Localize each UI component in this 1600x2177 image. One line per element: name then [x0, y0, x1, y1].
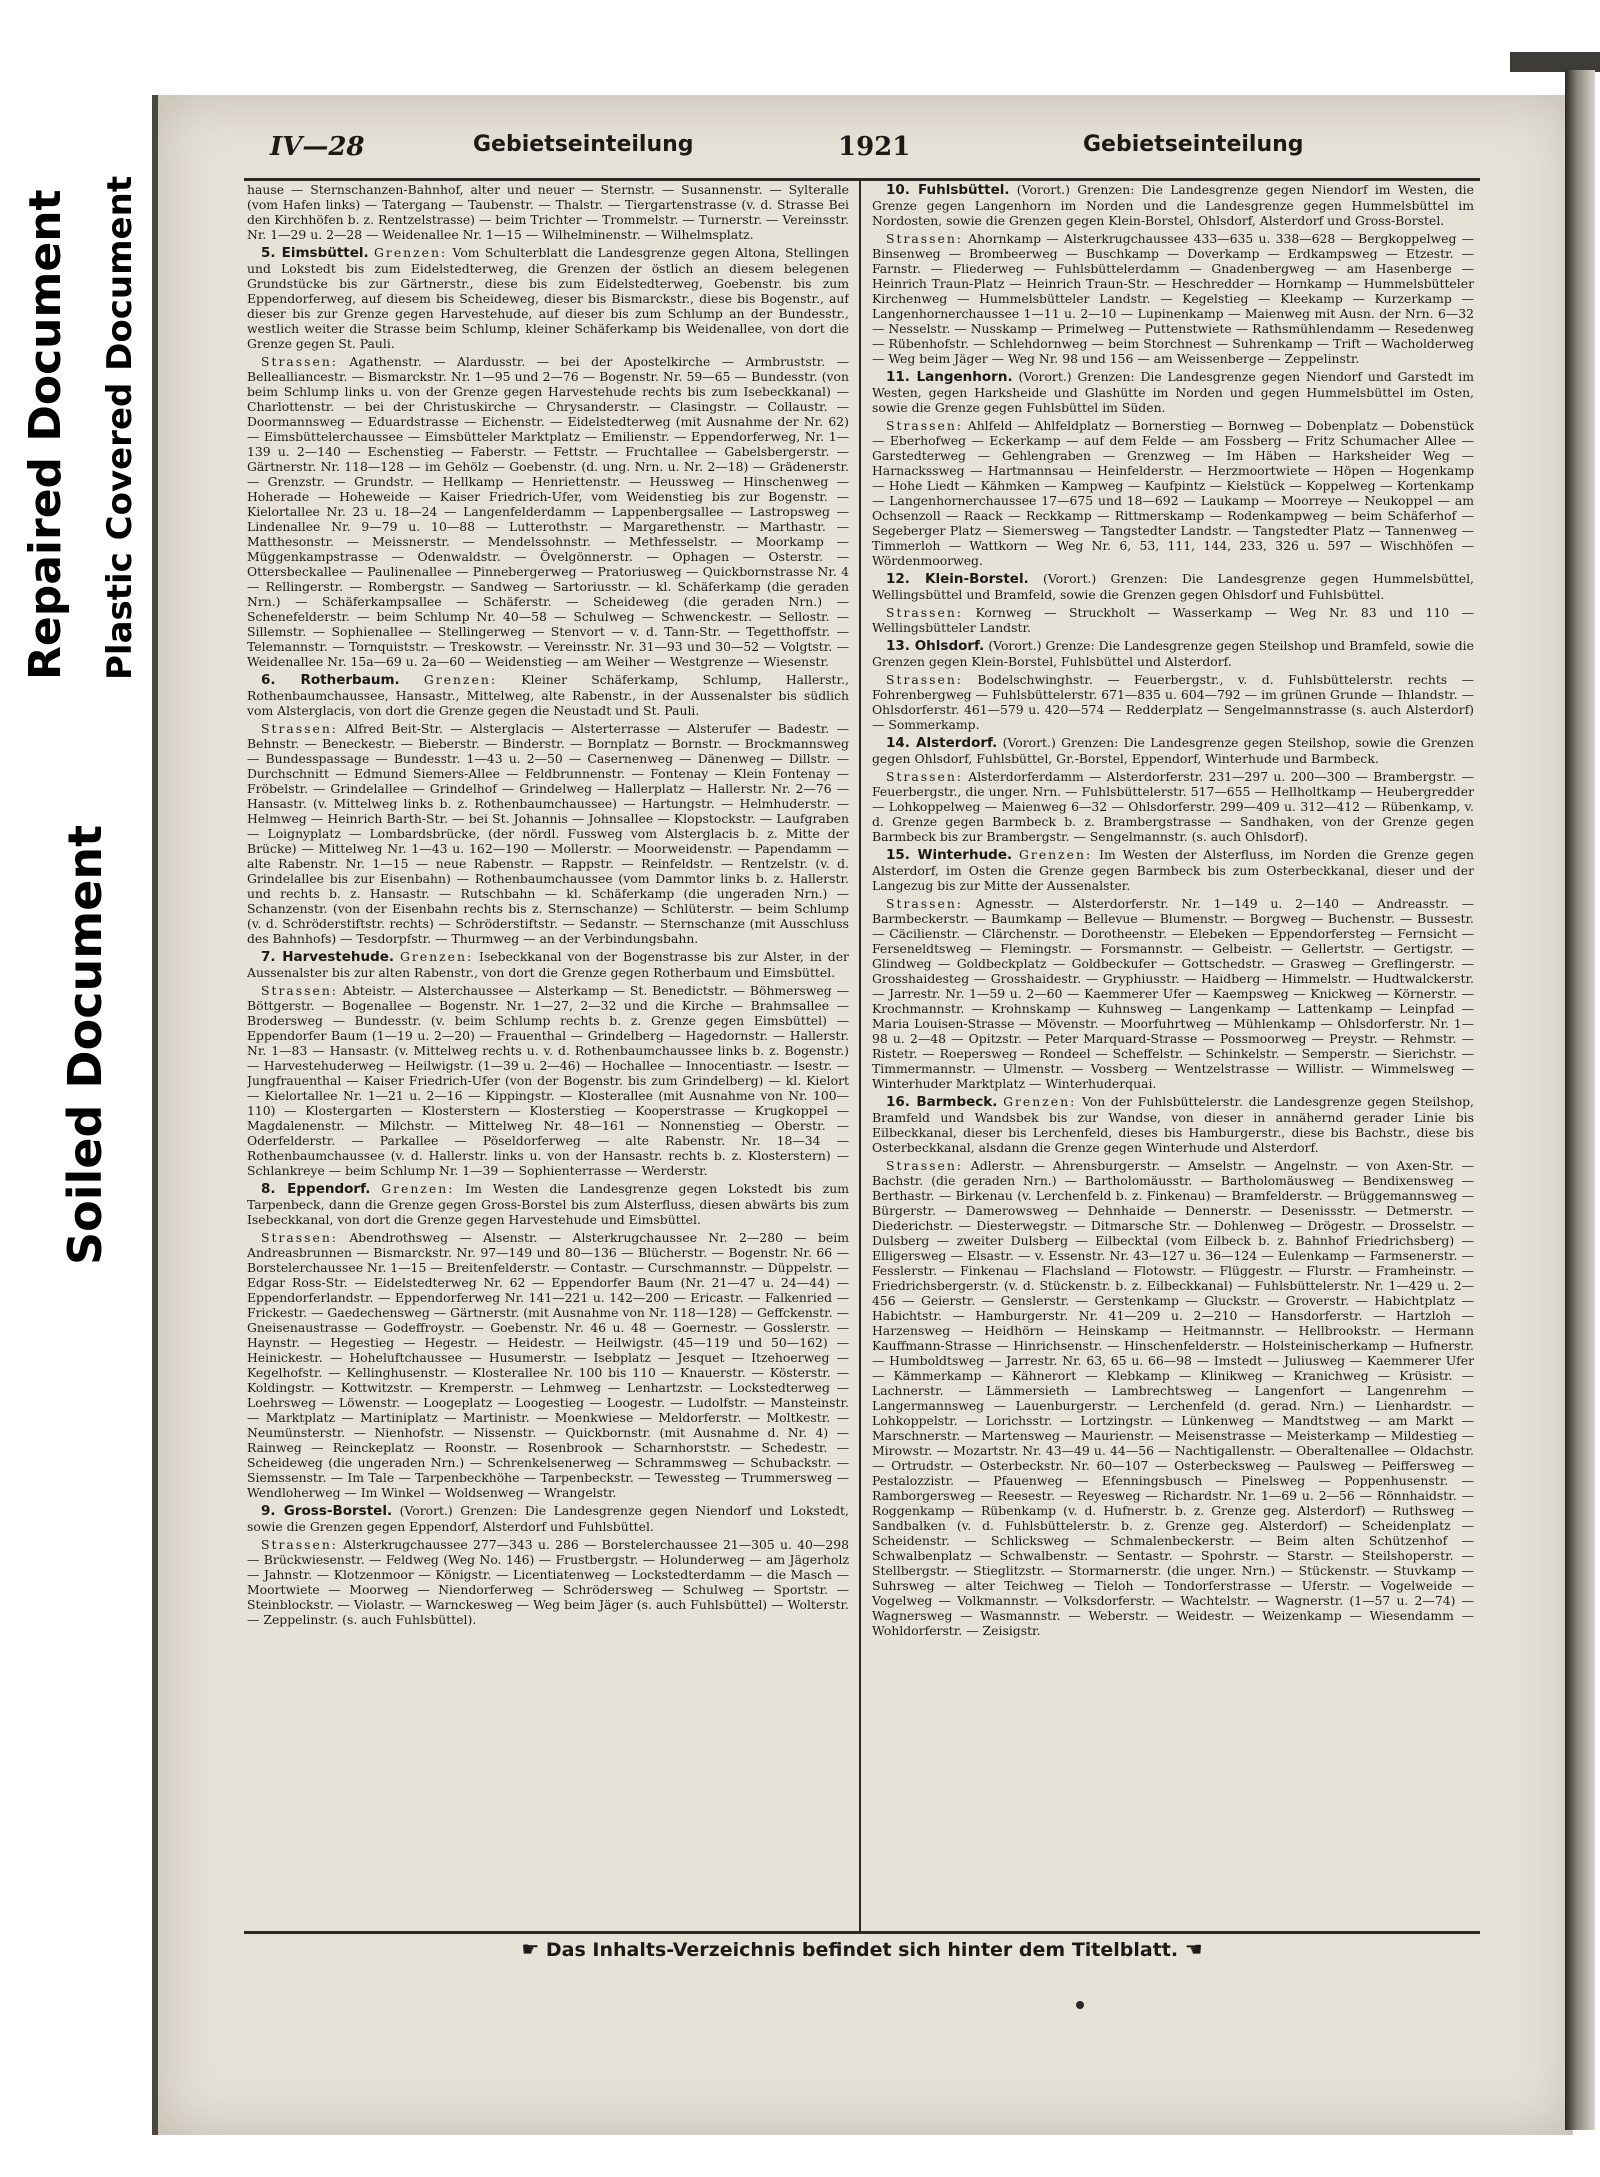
- ink-dot: [1076, 2001, 1084, 2009]
- section-11-strassen: [872, 418, 1474, 568]
- street-list: Abendrothsweg — Alsenstr. — Alsterkrugchaussee Nr. 2—280 — beim Andreasbrunnen — Bismarckstr. Nr. 97—149 und 80—136 — Blücherstr. — Bogenstr. Nr. 66 — Borstelerchaussee Nr. 1—15 — Breitenfelderstr. — Contastr. — Curschmannstr. — Düppelstr. — Edgar Ross-Str. — Eidelstedterweg Nr. 62 — Eppendorfer Baum (Nr. 21—47 u. 24—44) — Eppendorferlandstr. — Eppendorferweg Nr. 141—221 u. 142—200 — Ericastr. — Falkenried — Frickestr. — Gaedechensweg — Gärtnerstr. (mit Ausnahme von Nr. 118—128) — Geffckenstr. — Gneisenaustrasse — Godeffroystr. — Goebenstr. Nr. 46 u. 48 — Goernestr. — Gosslerstr. — Haynstr. — Hegestieg — Hegestr. — Heidestr. — Heilwigstr. (45—119 und 50—162) — Heinickestr. — Hoheluftchaussee — Husumerstr. — Isebplatz — Jesquet — Itzehoerweg — Kegelhofstr. — Kellinghusenstr. — Klosterallee Nr. 100 bis 110 — Knauerstr. — Kösterstr. — Koldingstr. — Kottwitzstr. — Kremperstr. — Lehmweg — Lenhartzstr. — Lockstedterweg — Loehrsweg — Löwenstr. — Loogeplatz — Loogestieg — Loogestr. — Ludolfstr. — Mansteinstr. — Marktplatz — Martiniplatz — Martinistr. — Moenkwiese — Meldorferstr. — Moltkestr. — Neumünsterstr. — Nienhofstr. — Nissenstr. — Quickbornstr. (mit Ausnahme d. Nr. 4) — Rainweg — Reinckeplatz — Roonstr. — Rosenbrook — Scharnhorststr. — Schedestr. — Scheideweg (die ungeraden Nrn.) — Schrenkelsenerweg — Schrammsweg — Schubackstr. — Siemssenstr. — Im Tale — Tarpenbeckhöhe — Tarpenbeckstr. — Tewessteg — Trummersweg — Wendloherweg — Im Winkel — Woldsenweg — Wrangelstr.: [247, 1230, 849, 1500]
- section-12-grenzen: [872, 571, 1474, 602]
- street-list: Abteistr. — Alsterchaussee — Alsterkamp — St. Benedictstr. — Böhmersweg — Böttgerstr. — Bogenallee — Bogenstr. Nr. 1—27, 2—32 und die Kirche — Brahmsallee — Brodersweg — Bundesstr. (v. beim Schlump rechts b. z. Grenze gegen Eimsbüttel) — Eppendorfer Baum (1—19 u. 2—20) — Frauenthal — Grindelberg — Hagedornstr. — Hallerstr. Nr. 1—83 — Hansastr. (v. Mittelweg rechts u. v. d. Rothenbaumchaussee links b. z. Bogenstr.) — Harvestehuderweg — Heilwigstr. (1—39 u. 2—46) — Hochallee — Innocentiastr. — Isestr. — Jungfrauenthal — Kaiser Friedrich-Ufer (von der Bogenstr. bis zum Grindelberg) — kl. Kielort — Kielortallee Nr. 1—21 u. 2—16 — Kippingstr. — Klosterallee (mit Ausnahme von Nr. 100—110) — Klostergarten — Klosterstern — Klosterstieg — Kooperstrasse — Krugkoppel — Magdalenenstr. — Milchstr. — Mittelweg Nr. 48—161 — Nonnenstieg — Oberstr. — Oderfelderstr. — Parkallee — Pöseldorferweg — alte Rabenstr. Nr. 18—34 — Rothenbaumchaussee (v. d. Hallerstr. links u. von der Hansastr. rechts b. z. Klosterstern) — Schlankreye — beim Schlump Nr. 1—39 — Sophienterrasse — Werderstr.: [247, 983, 849, 1178]
- section-12-strassen: [872, 605, 1474, 635]
- section-text: (Vorort.) Grenzen: Die Landesgrenze gegen Niendorf und Lokstedt, sowie die Grenzen gegen Eppendorf, Alsterdorf und Fuhlsbüttel.: [247, 1503, 849, 1534]
- strassen-label: Strassen:: [261, 721, 338, 736]
- section-15-strassen: [872, 896, 1474, 1091]
- section-13-strassen: [872, 672, 1474, 732]
- section-15-grenzen: [872, 847, 1474, 893]
- street-list: Agathenstr. — Alardusstr. — bei der Apostelkirche — Armbruststr. — Bellealliancestr. — Bismarckstr. Nr. 1—95 und 2—76 — Bogenstr. Nr. 59—65 — Bundesstr. (von beim Schlump links u. von der Grenze gegen Harvestehude rechts bis zum Isebeckkanal) — Charlottenstr. — bei der Christuskirche — Chrysanderstr. — Clasingstr. — Collaustr. — Doormannsweg — Eduardstrasse — Eichenstr. — Eidelstedterweg (mit Ausnahme der Nr. 62) — Eimsbüttelerchaussee — Eimsbütteler Marktplatz — Emilienstr. — Eppendorferweg, Nr. 1—139 u. 2—140 — Eschenstieg — Faberstr. — Fettstr. — Fruchtallee — Gabelsbergerstr. — Gärtnerstr. Nr. 118—128 — im Gehölz — Goebenstr. (d. ung. Nrn. u. Nr. 2—18) — Grädenerstr. — Grenzstr. — Grundstr. — Hellkamp — Henriettenstr. — Heussweg — Hinschenweg — Hoherade — Hoheweide — Kaiser Friedrich-Ufer, vom Weidenstieg bis zur Bogenstr. — Kielortallee Nr. 23 u. 18—24 — Langenfelderdamm — Lappenbergsallee — Lastropsweg — Lindenallee Nr. 9—79 u. 10—88 — Lutterothstr. — Margarethenstr. — Marthastr. — Matthesonstr. — Meissnerstr. — Mendelssohnstr. — Methfesselstr. — Moorkamp — Müggenkampstrasse — Odenwaldstr. — Övelgönnerstr. — Ophagen — Osterstr. — Ottersbeckallee — Paulinenallee — Pinnebergerweg — Pratoriusweg — Quickbornstrasse Nr. 4 — Rellingerstr. — Rombergstr. — Sandweg — Sartoriusstr. — kl. Schäferkamp (die geraden Nrn.) — Schäferkampsallee — Schäferstr. — Scheideweg (die geraden Nrn.) — Schenefelderstr. — beim Schlump Nr. 40—58 — Schulweg — Schwenckestr. — Sellostr. — Sillemstr. — Sophienallee — Stellingerweg — Stenvort — v. d. Tann-Str. — Tegetthoffstr. — Telemannstr. — Tornquiststr. — Treskowstr. — Vereinsstr. Nr. 31—93 und 30—52 — Volgtstr. — Weidenallee Nr. 15a—69 u. 2a—60 — Weidenstieg — am Weiher — Westgrenze — Wiesenstr.: [247, 354, 849, 669]
- section-text: Im Westen die Landesgrenze gegen Lokstedt bis zum Tarpenbeck, dann die Grenze gegen Gross-Borstel bis zum Alsterfluss, diesen abwärts bis zum Isebeckkanal, von dort die Grenze gegen Harvestehude und Eimsbüttel.: [247, 1181, 849, 1227]
- stamp-soiled-document: Soiled Document: [58, 824, 112, 1265]
- section-10-grenzen: [872, 182, 1474, 228]
- street-list: Alsterkrugchaussee 277—343 u. 286 — Borstelerchaussee 21—305 u. 40—298 — Brückwiesenstr. — Feldweg (Weg No. 146) — Frustbergstr. — Holunderweg — am Jägerholz — Jahnstr. — Klotzenmoor — Königstr. — Licentiatenweg — Lockstedterdamm — die Masch — Moortwiete — Moorweg — Niendorferweg — Schrödersweg — Schulweg — Sportstr. — Steinblockstr. — Violastr. — Warnckesweg — Weg beim Jäger (s. auch Fuhlsbüttel) — Wolterstr. — Zeppelinstr. (s. auch Fuhlsbüttel).: [247, 1537, 849, 1627]
- section-title: 15. Winterhude.: [886, 847, 1013, 863]
- grenzen-label: Grenzen:: [399, 949, 474, 964]
- section-title: 9. Gross-Borstel.: [261, 1503, 393, 1519]
- section-6-strassen: [247, 721, 849, 946]
- section-text: (Vorort.) Grenzen: Die Landesgrenze gegen Steilshop, sowie die Grenzen gegen Ohlsdorf, Fuhlsbüttel, Gr.-Borstel, Eppendorf, Winterhude und Barmbeck.: [872, 735, 1474, 766]
- grenzen-label: Grenzen:: [374, 245, 448, 260]
- pointing-hand-left-icon: ☚: [1184, 1937, 1203, 1961]
- section-9-grenzen: [247, 1503, 849, 1534]
- section-title: 7. Harvestehude.: [261, 949, 395, 965]
- section-6-grenzen: [247, 672, 849, 718]
- street-list: Agnesstr. — Alsterdorferstr. Nr. 1—149 u. 2—140 — Andreasstr. — Barmbeckerstr. — Baumkamp — Bellevue — Blumenstr. — Borgweg — Buchenstr. — Bussestr. — Cäcilienstr. — Clärchenstr. — Dorotheenstr. — Elebeken — Eppendorfersteg — Fernsicht — Ferseneldtsweg — Flemingstr. — Forsmannstr. — Gelbeistr. — Gellertstr. — Gertigstr. — Glindweg — Goldbeckplatz — Goldbeckufer — Gottschedstr. — Grasweg — Greflingerstr. — Grosshaidesteg — Grosshaidestr. — Gryphiusstr. — Haidberg — Himmelstr. — Hudtwalckerstr. — Jarrestr. Nr. 1—59 u. 2—60 — Kaemmerer Ufer — Kaempsweg — Knickweg — Körnerstr. — Krochmannstr. — Krohnskamp — Kuhnsweg — Langenkamp — Lattenkamp — Leinpfad — Maria Louisen-Strasse — Mövenstr. — Moorfuhrtweg — Mühlenkamp — Ohlsdorferstr. Nr. 1—98 u. 2—48 — Opitzstr. — Peter Marquard-Strasse — Possmoorweg — Preystr. — Rehmstr. — Ristetr. — Roepersweg — Rondeel — Scheffelstr. — Schinkelstr. — Semperstr. — Sierichstr. — Timmermannstr. — Ulmenstr. — Vossberg — Wentzelstrasse — Willistr. — Wimmelsweg — Winterhuder Marktplatz — Winterhuderquai.: [872, 896, 1474, 1091]
- strassen-label: Strassen:: [886, 418, 963, 433]
- section-text: Im Westen der Alsterfluss, im Norden die Grenze gegen Alsterdorf, im Osten die Grenze gegen Barmbeck bis zum Osterbeckkanal, dieser und der Langezug bis zur Mitte der Aussenalster.: [872, 847, 1474, 893]
- section-text: Isebeckkanal von der Bogenstrasse bis zur Alster, in der Aussenalster bis zur alten Rabenstr., von dort die Grenze gegen Rotherbaum und Eimsbüttel.: [247, 949, 849, 980]
- section-text: Vom Schulterblatt die Landesgrenze gegen Altona, Stellingen und Lokstedt bis zum Eidelstedterweg, die Grenzen der östlich an diesem belegenen Grundstücke bis zur Gärtnerstr., diese bis zum Eidelstedterweg, Goebenstr. bis zum Eppendorferweg, auf diesem bis Scheideweg, dieser bis Bismarckstr., diese bis Bogenstr., auf dieser bis zur Grenze gegen Harvestehude, auf dieser bis zum Schlump an der Bundesstr., westlich weiter die Strasse beim Schlump, kleiner Schäferkamp bis Weidenallee, von dort die Grenze gegen St. Pauli.: [247, 245, 849, 351]
- scan-edge-strip: [1510, 52, 1600, 72]
- column-divider: [859, 178, 861, 1931]
- street-list: Kornweg — Struckholt — Wasserkamp — Weg Nr. 83 und 110 — Wellingsbütteler Landstr.: [872, 605, 1474, 635]
- continuation-paragraph: hause — Sternschanzen-Bahnhof, alter und neuer — Sternstr. — Susannenstr. — Sylteralle (vom Hafen links) — Tatergang — Taubenstr. — Thalstr. — Tiergartenstrasse (v. d. Strasse Bei den Kirchhöfen b. z. Rentzelstrasse) — beim Trichter — Trommelstr. — Turnerstr. — Vereinsstr. Nr. 1—29 u. 2—28 — Weidenallee Nr. 1—15 — Wilhelminenstr. — Wilhelmsplatz.: [247, 182, 849, 242]
- section-10-strassen: [872, 231, 1474, 366]
- section-13-grenzen: [872, 638, 1474, 669]
- page-binding-edge: [1565, 70, 1595, 2130]
- pointing-hand-right-icon: ☛: [521, 1937, 540, 1961]
- strassen-label: Strassen:: [261, 1537, 338, 1552]
- street-list: Bodelschwinghstr. — Feuerbergstr., v. d. Fuhlsbüttelerstr. rechts — Fohrenbergweg — Fuhlsbüttelerstr. 671—835 u. 604—792 — im grünen Grunde — Ihlandstr. — Ohlsdorferstr. 461—579 u. 420—574 — Redderplatz — Sengelmannstrasse (s. auch Alsterdorf) — Sommerkamp.: [872, 672, 1474, 732]
- section-title: 6. Rotherbaum.: [261, 672, 400, 688]
- header-title-right: Gebietseinteilung: [1083, 132, 1304, 157]
- strassen-label: Strassen:: [261, 1230, 338, 1245]
- street-list: Adlerstr. — Ahrensburgerstr. — Amselstr. — Angelnstr. — von Axen-Str. — Bachstr. (die geraden Nrn.) — Bartholomäusstr. — Bartholomäusweg — Bendixensweg — Berthastr. — Birkenau (v. Lerchenfeld b. z. Finkenau) — Bramfelderstr. — Brüggemannsweg — Bürgerstr. — Damerowsweg — Dehnhaide — Dennerstr. — Desenissstr. — Detmerstr. — Diederichstr. — Diesterwegstr. — Ditmarsche Str. — Dohlenweg — Drögestr. — Drosselstr. — Dulsberg — zweiter Dulsberg — Eilbecktal (vom Eilbeck b. z. Bahnhof Friedrichsberg) — Elligersweg — Elsastr. — v. Essenstr. Nr. 43—127 u. 36—124 — Eulenkamp — Farmsenerstr. — Fesslerstr. — Finkenau — Flachsland — Flotowstr. — Flüggestr. — Flurstr. — Framheinstr. — Friedrichsbergerstr. (v. d. Stückenstr. b. z. Eilbeckkanal) — Fuhlsbüttelerstr. Nr. 1—429 u. 2—456 — Geierstr. — Genslerstr. — Gerstenkamp — Gluckstr. — Groverstr. — Habichtplatz — Habichtstr. — Hamburgerstr. Nr. 41—209 u. 2—210 — Hansdorferstr. — Hartzloh — Harzensweg — Heidhörn — Heinskamp — Heitmannstr. — Hellbrookstr. — Hermann Kauffmann-Strasse — Hinrichsenstr. — Hinschenfelderstr. — Holsteinischerkamp — Hufnerstr. — Humboldtsweg — Jarrestr. Nr. 63, 65 u. 66—98 — Imstedt — Juliusweg — Kaemmerer Ufer — Kämmerkamp — Kähnerort — Klebkamp — Klinikweg — Kranichweg — Krüsistr. — Lachnerstr. — Lämmersieth — Lambrechtsweg — Langenfort — Langenrehm — Langermannsweg — Lauenburgerstr. — Lerchenfeld (d. gerad. Nrn.) — Lienhardstr. — Lohkoppelstr. — Lorichsstr. — Lortzingstr. — Lünkenweg — Mandtstweg — am Markt — Marschnerstr. — Martensweg — Maurienstr. — Meisenstrasse — Meisterkamp — Mildestieg — Mirowstr. — Mozartstr. Nr. 43—49 u. 44—56 — Nachtigallenstr. — Oberaltenallee — Oldachstr. — Ortrudstr. — Osterbeckstr. Nr. 60—107 — Osterbecksweg — Paulsweg — Peiffersweg — Pestalozzistr. — Pfauenweg — Efenningsbusch — Pinelsweg — Poppenhusenstr. — Ramborgersweg — Reesestr. — Reyesweg — Richardstr. Nr. 1—69 u. 2—56 — Rönnhaidstr. — Roggenkamp — Rübenkamp (v. d. Hufnerstr. b. z. Grenze geg. Alsterdorf) — Ruthsweg — Sandbalken (v. d. Fuhlsbüttelerstr. b. z. Grenze geg. Alsterdorf) — Scheidenplatz — Scheidenstr. — Schlicksweg — Schmalenbeckerstr. — Beim alten Schützenhof — Schwalbenplatz — Schwalbenstr. — Sentastr. — Spohrstr. — Starstr. — Steilshoperstr. — Stellbergstr. — Stieglitzstr. — Stormarnerstr. (die unger. Nrn.) — Stückenstr. — Stuvkamp — Suhrsweg — alter Teichweg — Tieloh — Tondorferstrasse — Uferstr. — Vogelweide — Vogelweg — Volkmannstr. — Volksdorferstr. — Wachtelstr. — Wagnerstr. (1—57 u. 2—74) — Wagnersweg — Wasmannstr. — Weberstr. — Weidestr. — Weizenkamp — Wiesendamm — Wohldorferstr. — Zeisigstr.: [872, 1158, 1474, 1638]
- strassen-label: Strassen:: [886, 231, 963, 246]
- page-header: [118, 132, 1478, 168]
- section-title: 12. Klein-Borstel.: [886, 571, 1029, 587]
- section-7-strassen: [247, 983, 849, 1178]
- grenzen-label: Grenzen:: [423, 672, 498, 687]
- stamp-plastic-covered-document: Plastic Covered Document: [100, 175, 140, 680]
- section-9-strassen: [247, 1537, 849, 1627]
- street-list: Alsterdorferdamm — Alsterdorferstr. 231—297 u. 200—300 — Brambergstr. — Feuerbergstr., die unger. Nrn. — Fuhlsbüttelerstr. 517—655 — Hellholtkamp — Heubergredder — Lohkoppelweg — Maienweg 6—32 — Ohlsdorferstr. 299—409 u. 312—412 — Rübenkamp, v. d. Grenze gegen Barmbeck b. z. Brambergstrasse — Sandhaken, von der Grenze gegen Barmbeck bis zur Brambergstr. — Sengelmannstr. (s. auch Ohlsdorf).: [872, 769, 1474, 844]
- section-text: Kleiner Schäferkamp, Schlump, Hallerstr., Rothenbaumchaussee, Hansastr., Mittelweg, alte Rabenstr., in der Aussenalster bis südlich vom Alsterglacis, von dort die Grenze gegen die Neustadt und St. Pauli.: [247, 672, 849, 718]
- section-16-grenzen: [872, 1094, 1474, 1155]
- section-16-strassen: [872, 1158, 1474, 1638]
- section-14-grenzen: [872, 735, 1474, 766]
- footer-text: Das Inhalts-Verzeichnis befindet sich hinter dem Titelblatt.: [545, 1939, 1179, 1961]
- grenzen-label: Grenzen:: [1003, 1094, 1077, 1109]
- page-number: IV—28: [270, 132, 365, 162]
- strassen-label: Strassen:: [886, 1158, 963, 1173]
- section-11-grenzen: [872, 369, 1474, 415]
- section-title: 5. Eimsbüttel.: [261, 245, 369, 261]
- section-14-strassen: [872, 769, 1474, 844]
- section-8-grenzen: [247, 1181, 849, 1227]
- archive-stamps: [0, 0, 150, 1400]
- section-5-strassen: [247, 354, 849, 669]
- section-text: Von der Fuhlsbüttelerstr. die Landesgrenze gegen Steilshop, Bramfeld und Wandsbek bis zur Wandse, von dieser in annähernd gerader Linie bis Eilbeckkanal, dieser bis Lerchenfeld, dieses bis Hamburgerstr., diese bis Bachstr., diese bis Osterbeckkanal, alsdann die Grenze gegen Winterhude und Alsterdorf.: [872, 1094, 1474, 1155]
- strassen-label: Strassen:: [886, 672, 963, 687]
- street-list: Ahlfeld — Ahlfeldplatz — Bornerstieg — Bornweg — Dobenplatz — Dobenstück — Eberhofweg — Eckerkamp — auf dem Felde — am Fossberg — Fritz Schumacher Allee — Garstedterweg — Gehlengraben — Grenzweg — Im Häben — Harksheider Weg — Harnackssweg — Hartmannsau — Heinfelderstr. — Herzmoortwiete — Höpen — Hogenkamp — Hohe Liedt — Kähmken — Kampweg — Kaufpintz — Kielstück — Koppelweg — Kortenkamp — Langenhornerchaussee 17—675 und 18—692 — Laukamp — Moorreye — Neukoppel — am Ochsenzoll — Raack — Reckkamp — Rittmerskamp — Rodenkampweg — beim Schäferhof — Segeberger Platz — Siemersweg — Tangstedter Landstr. — Tangstedter Platz — Tannenweg — Timmerloh — Wattkorn — Weg Nr. 6, 53, 111, 144, 233, 326 u. 597 — Wischhöfen — Wördenmoorweg.: [872, 418, 1474, 568]
- section-text: (Vorort.) Grenze: Die Landesgrenze gegen Steilshop und Bramfeld, sowie die Grenzen gegen Klein-Borstel, Fuhlsbüttel und Alsterdorf.: [872, 638, 1474, 669]
- section-title: 13. Ohlsdorf.: [886, 638, 985, 654]
- header-year: 1921: [838, 132, 911, 162]
- section-text: (Vorort.) Grenzen: Die Landesgrenze gegen Niendorf und Garstedt im Westen, gegen Harksheide und Glashütte im Norden und gegen Hummelsbüttel im Osten, sowie die Grenze gegen Fuhlsbüttel im Süden.: [872, 369, 1474, 415]
- strassen-label: Strassen:: [886, 896, 963, 911]
- footer-note: [244, 1937, 1480, 1961]
- header-title-left: Gebietseinteilung: [473, 132, 694, 157]
- stamp-repaired-document: Repaired Document: [20, 189, 71, 680]
- right-column: [872, 182, 1474, 1922]
- section-text: (Vorort.) Grenzen: Die Landesgrenze gegen Niendorf im Westen, die Grenze gegen Langenhorn im Norden und die Landesgrenze gegen Hummelsbüttel im Nordosten, sowie die Grenzen gegen Klein-Borstel, Ohlsdorf, Alsterdorf und Gross-Borstel.: [872, 182, 1474, 228]
- strassen-label: Strassen:: [886, 605, 963, 620]
- strassen-label: Strassen:: [886, 769, 963, 784]
- section-8-strassen: [247, 1230, 849, 1500]
- section-text: (Vorort.) Grenzen: Die Landesgrenze gegen Hummelsbüttel, Wellingsbüttel und Bramfeld, sowie die Grenzen gegen Ohlsdorf und Fuhlsbüttel.: [872, 571, 1474, 602]
- section-title: 16. Barmbeck.: [886, 1094, 998, 1110]
- strassen-label: Strassen:: [261, 354, 338, 369]
- section-title: 8. Eppendorf.: [261, 1181, 371, 1197]
- section-7-grenzen: [247, 949, 849, 980]
- strassen-label: Strassen:: [261, 983, 338, 998]
- section-5-grenzen: [247, 245, 849, 351]
- section-title: 14. Alsterdorf.: [886, 735, 998, 751]
- street-list: Alfred Beit-Str. — Alsterglacis — Alsterterrasse — Alsterufer — Badestr. — Behnstr. — Beneckestr. — Bieberstr. — Binderstr. — Bornplatz — Bornstr. — Brockmannsweg — Bundesspassage — Bundesstr. 1—43 u. 2—50 — Casernenweg — Dänenweg — Dillstr. — Durchschnitt — Edmund Siemers-Allee — Feldbrunnenstr. — Fontenay — Klein Fontenay — Fröbelstr. — Grindelallee — Grindelhof — Grindelweg — Hallerplatz — Hallerstr. Nr. 2—76 — Hansastr. (v. Mittelweg links b. z. Rothenbaumchaussee) — Hartungstr. — Helmhuderstr. — Helmweg — Heinrich Barth-Str. — bei St. Johannis — Johnsallee — Klopstockstr. — Laufgraben — Loignyplatz — Lombardsbrücke, (der nördl. Fussweg vom Alsterglacis b. z. Mitte der Brücke) — Mittelweg Nr. 1—43 u. 162—190 — Mollerstr. — Moorweidenstr. — Papendamm — alte Rabenstr. Nr. 1—15 — neue Rabenstr. — Rappstr. — Reinfeldstr. — Rentzelstr. (v. d. Grindelallee bis zur Eisenbahn) — Rothenbaumchaussee (vom Dammtor links b. z. Hallerstr. und rechts b. z. Hansastr. — Rutschbahn — kl. Schäferkamp (die ungeraden Nrn.) — Schanzenstr. (von der Eisenbahn rechts bis z. Sternschanze) — Schlüterstr. — beim Schlump (v. d. Schröderstiftstr. rechts) — Schröderstiftstr. — Sedanstr. — Sternschanze (mit Ausschluss des Bahnhofs) — Tesdorpfstr. — Thurmweg — an der Verbindungsbahn.: [247, 721, 849, 946]
- section-title: 10. Fuhlsbüttel.: [886, 182, 1010, 198]
- section-title: 11. Langenhorn.: [886, 369, 1013, 385]
- grenzen-label: Grenzen:: [381, 1181, 455, 1196]
- left-column: [247, 182, 849, 1922]
- street-list: Ahornkamp — Alsterkrugchaussee 433—635 u. 338—628 — Bergkoppelweg — Binsenweg — Brombeerweg — Buschkamp — Doverkamp — Erdkampsweg — Etzestr. — Farnstr. — Fliederweg — Fuhlsbüttelerdamm — Gnadenbergweg — am Hasenberge — Heinrich Traun-Platz — Heinrich Traun-Str. — Heschredder — Hornkamp — Hummelsbütteler Kirchenweg — Hummelsbütteler Landstr. — Kegelstieg — Kleekamp — Kurzerkamp — Langenhornerchaussee 1—11 u. 2—10 — Lupinenkamp — Maienweg mit Ausn. der Nrn. 6—32 — Nesselstr. — Nusskamp — Primelweg — Puttenstwiete — Rathsmühlendamm — Resedenweg — Rübenhofstr. — Schlehdornweg — beim Storchnest — Suhrenkamp — Trift — Wacholderweg — Weg beim Jäger — Weg Nr. 98 und 156 — am Weissenberge — Zeppelinstr.: [872, 231, 1474, 366]
- grenzen-label: Grenzen:: [1019, 847, 1093, 862]
